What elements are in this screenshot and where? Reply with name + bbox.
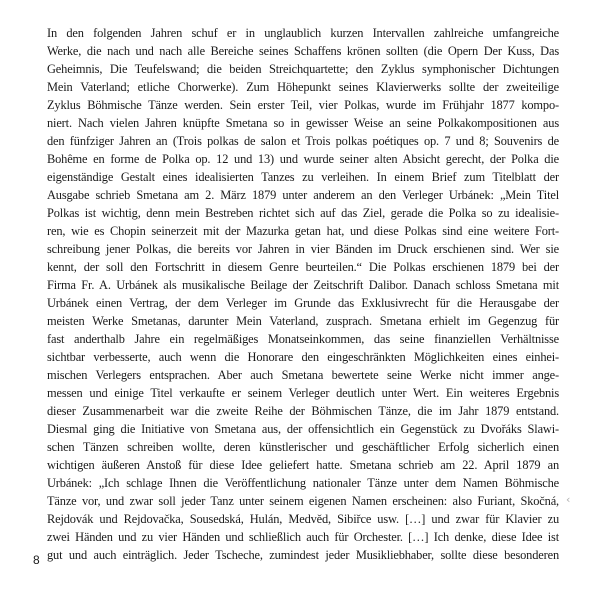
text-line: niert. Nach vielen Jahren knüpfte Smetana so in gewisser Weise an seine Polkakompositionen aus	[47, 116, 559, 130]
text-line: kennt, der soll den Fortschritt in diesem Genre beurteilen.“ Die Polkas erschienen 1879 bei der	[47, 260, 559, 274]
text-line: messen und einige Titel verkaufte er seinem Verleger deutlich unter Wert. Ein weiteres Ergebnis	[47, 386, 559, 400]
text-line: den fünfziger Jahren an (Trois polkas de salon et Trois polkas poétiques op. 7 und 8; Souvenirs de	[47, 134, 559, 148]
text-line: sichtbar verbesserte, auch wenn die Honorare den eingeschränkten Möglichkeiten eines einhei-	[47, 350, 559, 364]
text-line: eigenständige Gestalt eines idealisierten Tanzes zu verleihen. In einem Brief zum Titelblatt der	[47, 170, 559, 184]
text-line: Urbánek: „Ich schlage Ihnen die Veröffentlichung nationaler Tänze unter dem Namen Böhmische	[47, 476, 559, 490]
text-line: meisten Werke Smetanas, darunter Mein Vaterland, zusprach. Smetana erhielt im Gegenzug für	[47, 314, 559, 328]
text-line: mischen Verlegers entsprachen. Aber auch Smetana bewertete seine Werke nicht immer ange-	[47, 368, 559, 382]
text-line: Polkas ist wichtig, denn mein Bestreben richtet sich auf das Ziel, gerade die Polka so zu idealisie-	[47, 206, 559, 220]
text-line: Tänze vor, und zwar soll jeder Tanz unter seinem eigenen Namen erscheinen: also Furiant, Skočná,	[47, 494, 559, 508]
text-line: fast anderthalb Jahre ein regelmäßiges Monatseinkommen, das seine finanziellen Verhältnisse	[47, 332, 559, 346]
document-body	[47, 24, 559, 564]
text-line: Rejdovák und Rejdovačka, Sousedská, Hulán, Medvěd, Sibiřce usw. […] und zwar für Klavier zu	[47, 512, 559, 526]
margin-mark: ‹	[566, 493, 571, 506]
text-line: ren, wie es Chopin seinerzeit mit der Mazurka getan hat, und diese Polkas sind eine weitere Fort-	[47, 224, 559, 238]
text-line: Diesmal ging die Initiative von Smetana aus, der offensichtlich ein Gegenstück zu Dvořáks Slawi-	[47, 422, 559, 436]
text-line: Zyklus Böhmische Tänze werden. Sein erster Teil, vier Polkas, wurde im Frühjahr 1877 kompo-	[47, 98, 559, 112]
text-line: schreibung jener Polkas, die bereits vor Jahren in vier Bänden im Druck erschienen sind. Wer sie	[47, 242, 559, 256]
text-line: wichtigen äußeren Anstoß für diese Idee geliefert hatte. Smetana schrieb am 22. April 1879 an	[47, 458, 559, 472]
text-line: Urbánek einen Vertrag, der dem Verleger im Grunde das Exklusivrecht für die Herausgabe der	[47, 296, 559, 310]
text-line: In den folgenden Jahren schuf er in unglaublich kurzen Intervallen zahlreiche umfangreiche	[47, 26, 559, 40]
text-line: Geheimnis, Die Teufelswand; die beiden Streichquartette; den Zyklus symphonischer Dichtungen	[47, 62, 559, 76]
text-line: dieser Zusammenarbeit war die zweite Reihe der Böhmischen Tänze, die im Jahr 1879 entstand.	[47, 404, 559, 418]
text-line: Mein Vaterland; etliche Chorwerke). Zum Höhepunkt seines Klavierwerks sollte der zweiteilige	[47, 80, 559, 94]
text-line: Werke, die nach und nach alle Bereiche seines Schaffens krönen sollten (die Opern Der Kuss, Das	[47, 44, 559, 58]
text-line: Bohême en forme de Polka op. 12 und 13) und wurde seiner alten Absicht gerecht, der Polka die	[47, 152, 559, 166]
text-line: schen Tänzen schreiben wollte, deren künstlerischer und geschäftlicher Erfolg sicherlich einen	[47, 440, 559, 454]
page-number: 8	[33, 553, 40, 567]
text-line: zwei Händen und zu vier Händen und schließlich auch für Orchester. […] Ich denke, diese Idee ist	[47, 530, 559, 544]
text-line: gut und auch einträglich. Jeder Tscheche, zumindest jeder Musikliebhaber, sollte diese besonderen	[47, 548, 559, 562]
text-line: Ausgabe schrieb Smetana am 2. März 1879 unter anderem an den Verleger Urbánek: „Mein Titel	[47, 188, 559, 202]
text-line: Firma Fr. A. Urbánek als musikalische Beilage der Zeitschrift Dalibor. Danach schloss Smetana mit	[47, 278, 559, 292]
